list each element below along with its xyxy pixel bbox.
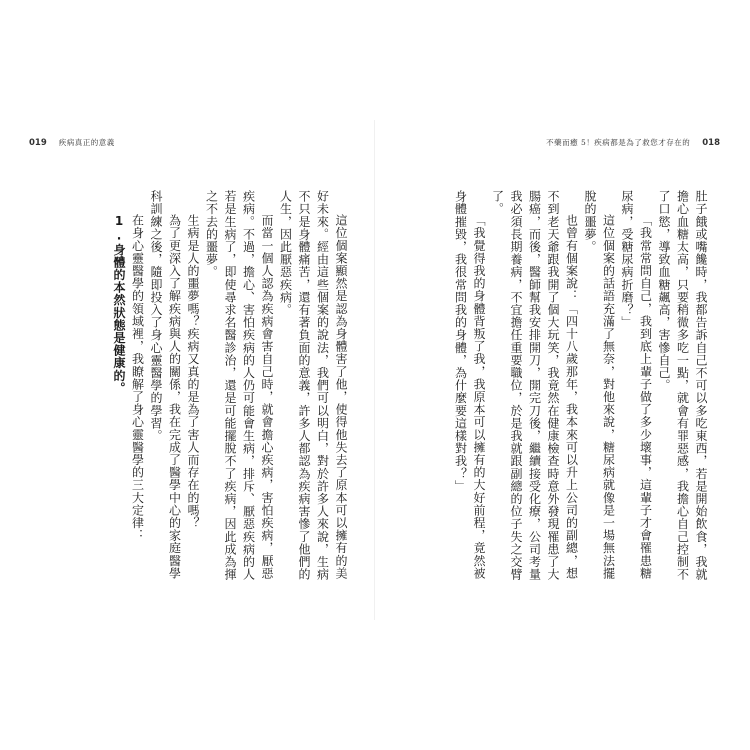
paragraph: 「我覺得我的身體背叛了我，我原本可以擁有的大好前程，竟然被身體摧毀，我很常問我的身體，為什麼要這樣對我？」 — [453, 190, 486, 580]
right-page-body — [400, 190, 710, 590]
left-page-number: 019 — [29, 138, 47, 148]
right-page-text — [400, 190, 710, 590]
paragraph: 「我常常問自己，我到底上輩子做了多少壞事，這輩子才會罹患糖尿病，受糖尿病折磨？」 — [620, 190, 653, 580]
right-header-title: 不藥而癒 5！疾病都是為了救您才存在的 — [546, 138, 691, 147]
paragraph: 在身心靈醫學的領域裡，我瞭解了身心靈醫學的三大定律： — [130, 214, 145, 542]
page-gutter — [374, 120, 375, 620]
paragraph: 也曾有個案說：「四十八歲那年，我本來可以升上公司的副總，想不到老天爺跟我開了個大玩笑，我竟然在健康檢查時意外發現罹患了大腸癌，而後，醫師幫我安排開刀，開完刀後，繼續接受化療，公司考量我必須長期養病，不宜擔任重要職位，於是我就跟副總的位子失之交臂了。 — [490, 190, 579, 581]
left-page-body — [40, 190, 350, 590]
paragraph: 這位個案顯然是認為身體害了他，使得他失去了原本可以擁有的美好未來。經由這些個案的說法，我們可以明白，對於許多人來說，生病不只是身體痛苦，還有著負面的意義，許多人都認為疾病害慘了他們的人生，因此厭惡疾病。 — [278, 190, 348, 581]
paragraph: 這位個案的話語充滿了無奈，對他來說，糖尿病就像是一場無法擺脫的噩夢。 — [583, 190, 616, 580]
paragraph: 為了更深入了解疾病與人的關係，我在完成了醫學中心的家庭醫學科訓練之後，隨即投入了身心靈醫學的學習。 — [149, 190, 182, 580]
paragraph: 生病是人的噩夢嗎？疾病又真的是為了害人而存在的嗎？ — [186, 214, 200, 529]
paragraph: 肚子餓或嘴饞時，我都告訴自己不可以多吃東西，若是開始飲食，我就擔心血糖太高，只要稍微多吃一點，就會有罪惡感，我擔心自己控制不了口慾，導致血糖飆高，害慘自己。 — [657, 190, 708, 581]
right-running-header — [546, 137, 720, 148]
paragraph: 而當一個人認為疾病會害自己時，就會擔心疾病，害怕疾病，厭惡疾病。不過，擔心、害怕疾病的人仍可能會生病，排斥、厭惡疾病的人若是生病了，即使尋求名醫診治，還是可能擺脫不了疾病，因此成為揮之不去的噩夢。 — [204, 190, 274, 581]
law-item: 1.身體的本然狀態是健康的。 — [112, 214, 126, 395]
right-page-number: 018 — [702, 138, 720, 148]
left-page-text — [40, 190, 350, 590]
left-header-title: 疾病真正的意義 — [58, 138, 115, 147]
left-running-header — [29, 137, 115, 148]
